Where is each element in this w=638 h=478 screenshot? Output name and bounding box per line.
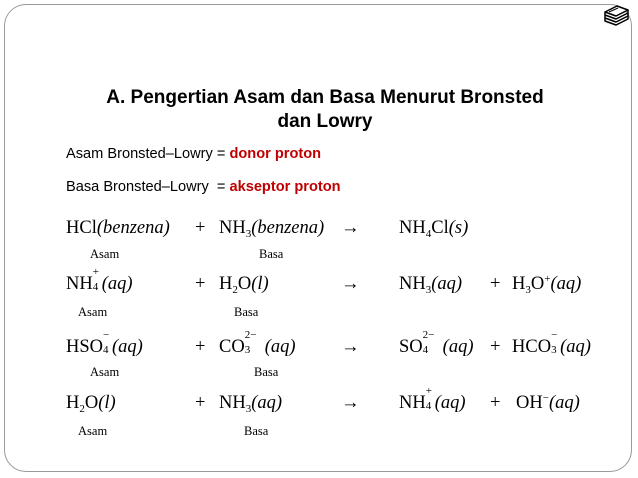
- book-stack-logo-icon: [602, 4, 630, 26]
- eq3-plus: +: [195, 337, 206, 357]
- eq2-arrow: →: [341, 274, 360, 294]
- eq1-base: $NH_3(benzena)$: [219, 218, 325, 240]
- eq1-product-1: $NH_4Cl(s)$: [399, 218, 469, 240]
- eq2-acid: NH + 4 (aq): [66, 266, 133, 294]
- eq2-plus-2: +: [490, 274, 501, 294]
- eq3-acid-label: Asam: [90, 365, 120, 379]
- eq1-acid-label: Asam: [90, 247, 120, 261]
- definition-term: donor proton: [229, 146, 322, 162]
- eq1-acid: HCl(benzena): [66, 218, 170, 238]
- eq3-base: CO 2− 3 (aq): [219, 329, 296, 357]
- eq3-acid: HSO − 4 (aq): [66, 329, 143, 357]
- eq4-product-1: NH + 4 (aq): [399, 385, 466, 413]
- definition-term: akseptor proton: [229, 179, 341, 195]
- title-line-1: A. Pengertian Asam dan Basa Menurut Bronsted: [106, 87, 544, 108]
- eq4-acid-label: Asam: [78, 424, 108, 438]
- eq3-plus-2: +: [490, 337, 501, 357]
- eq4-arrow: →: [341, 393, 360, 413]
- eq4-product-2: OH−(aq): [516, 392, 580, 413]
- eq2-plus: +: [195, 274, 206, 294]
- title-line-2: dan Lowry: [277, 111, 373, 132]
- eq4-plus-2: +: [490, 393, 501, 413]
- page-title: [60, 86, 590, 134]
- eq3-product-1: SO 2− 4 (aq): [399, 329, 474, 357]
- eq3-product-2: HCO − 3 (aq): [512, 329, 591, 357]
- eq2-base-label: Basa: [234, 305, 259, 319]
- eq1-base-label: Basa: [259, 247, 284, 261]
- eq1-arrow: →: [341, 218, 360, 238]
- definition-prefix: Asam Bronsted–Lowry =: [66, 146, 230, 162]
- eq2-acid-label: Asam: [78, 305, 108, 319]
- eq3-arrow: →: [341, 337, 360, 357]
- definition-prefix: Basa Bronsted–Lowry =: [66, 179, 230, 195]
- eq3-base-label: Basa: [254, 365, 279, 379]
- eq4-plus: +: [195, 393, 206, 413]
- eq2-base: $H_2O(l)$: [219, 274, 269, 296]
- eq2-product-1: $NH_3(aq)$: [399, 274, 463, 296]
- definition-acid: [66, 146, 321, 162]
- eq2-product-2: $H_3O^+(aq)$: [512, 273, 582, 296]
- definition-base: [66, 179, 341, 195]
- eq4-acid: $H_2O(l)$: [66, 393, 116, 415]
- eq4-base-label: Basa: [244, 424, 269, 438]
- eq4-base: $NH_3(aq)$: [219, 393, 283, 415]
- eq1-plus: +: [195, 218, 206, 238]
